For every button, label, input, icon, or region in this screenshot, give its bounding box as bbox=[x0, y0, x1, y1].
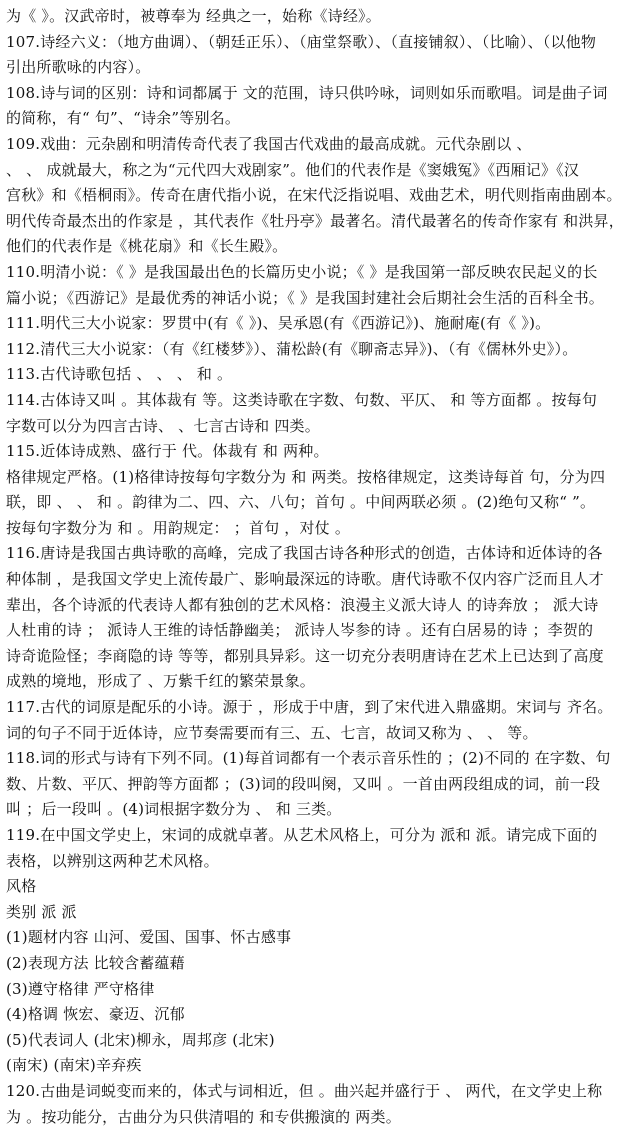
table-row-line: (3)遵守格律 严守格律 bbox=[6, 979, 155, 998]
table-header-line: 类别 派 派 bbox=[6, 902, 77, 921]
text-line: 110.明清小说：《 》是我国最出色的长篇历史小说；《 》是我国第一部反映农民起义的长 bbox=[6, 262, 598, 281]
text-line: 117.古代的词原是配乐的小诗。源于 ，形成于中唐，到了宋代进入鼎盛期。宋词与 齐名。 bbox=[6, 698, 613, 717]
text-line: 、 、 成就最大，称之为“元代四大戏剧家”。他们的代表作是《窦娥冤》《西厢记》《汉 bbox=[6, 160, 580, 179]
text-line: 诗奇诡险怪；李商隐的诗 等等，都别具异彩。这一切充分表明唐诗在艺术上已达到了高度 bbox=[6, 646, 604, 665]
text-line: 引出所歌咏的内容）。 bbox=[6, 58, 151, 77]
table-row-line: (1)题材内容 山河、爱国、国事、怀古感事 bbox=[6, 928, 292, 947]
text-line: 108.诗与词的区别：诗和词都属于 文的范围，诗只供吟咏，词则如乐而歌唱。词是曲子词 bbox=[6, 83, 608, 102]
text-line: 119.在中国文学史上，宋词的成就卓著。从艺术风格上，可分为 派和 派。请完成下面的 bbox=[6, 826, 598, 844]
text-line: 表格，以辨别这两种艺术风格。 bbox=[6, 851, 219, 870]
text-line: 为 。按功能分，古曲分为只供清唱的 和专供搬演的 两类。 bbox=[6, 1107, 401, 1126]
text-line: 按每句字数分为 和 。用韵规定： ；首句 ，对仗 。 bbox=[6, 518, 351, 537]
table-row-line: (5)代表词人 (北宋)柳永，周邦彦 (北宋) bbox=[6, 1030, 275, 1049]
text-line: 他们的代表作是《桃花扇》和《长生殿》。 bbox=[6, 237, 288, 256]
text-line: 辈出，各个诗派的代表诗人都有独创的艺术风格：浪漫主义派大诗人 的诗奔放 ； 派大诗 bbox=[6, 595, 599, 614]
text-line: 115.近体诗成熟、盛行于 代。体裁有 和 两种。 bbox=[6, 442, 329, 461]
text-line: 篇小说；《西游记》是最优秀的神话小说；《 》是我国封建社会后期社会生活的百科全书。 bbox=[6, 288, 604, 307]
text-line: 116.唐诗是我国古典诗歌的高峰，完成了我国古诗各种形式的创造，古体诗和近体诗的各 bbox=[6, 544, 603, 563]
text-line: 111.明代三大小说家：罗贯中(有《 》)、吴承恩(有《西游记》)、施耐庵(有《 》)。 bbox=[6, 314, 551, 333]
text-line: 成熟的境地，形成了 、万紫千红的繁荣景象。 bbox=[6, 672, 315, 691]
text-line: 种体制 ，是我国文学史上流传最广、影响最深远的诗歌。唐代诗歌不仅内容广泛而且人才 bbox=[6, 570, 604, 589]
text-line: 113.古代诗歌包括 、 、 、 和 。 bbox=[6, 365, 233, 384]
text-line: 107.诗经六义：（地方曲调）、（朝廷正乐）、（庙堂祭歌）、（直接铺叙）、（比喻）、（以他物 bbox=[6, 32, 597, 51]
text-line: 的简称，有“ 句”、“诗余”等别名。 bbox=[6, 109, 241, 128]
text-line: 112.清代三大小说家：（有《红楼梦》）、蒲松龄(有《聊斋志异》)、（有《儒林外史》）。 bbox=[6, 339, 578, 358]
text-line: 数、片数、平仄、押韵等方面都 ；(3)词的段叫阕，又叫 。一首由两段组成的词，前一段 bbox=[6, 774, 601, 793]
text-line: 词的句子不同于近体诗，应节奏需要而有三、五、七言，故词又称为 、 、 等。 bbox=[6, 723, 538, 742]
text-line: 为《 》。汉武帝时，被尊奉为 经典之一，始称《诗经》。 bbox=[6, 7, 381, 25]
text-line: 109.戏曲：元杂剧和明清传奇代表了我国古代戏曲的最高成就。元代杂剧以 、 bbox=[6, 134, 532, 153]
table-row-line: (南宋) (南宋)辛弃疾 bbox=[6, 1056, 142, 1075]
text-line: 120.古曲是词蜕变而来的，体式与词相近，但 。曲兴起并盛行于 、 两代，在文学史上称 bbox=[6, 1081, 603, 1100]
table-header-line: 风格 bbox=[6, 877, 37, 896]
table-row-line: (2)表现方法 比较含蓄蕴藉 bbox=[6, 953, 185, 972]
text-line: 叫 ；后一段叫 。(4)词根据字数分为 、 和 三类。 bbox=[6, 800, 342, 819]
text-line: 明代传奇最杰出的作家是 ，其代表作《牡丹亭》最著名。清代最著名的传奇作家有 和洪昇， bbox=[6, 211, 624, 230]
text-line: 联，即 、 、 和 。韵律为二、四、六、八句；首句 。中间两联必须 。(2)绝句又称“ ”。 bbox=[6, 493, 596, 512]
text-line: 114.古体诗又叫 。其体裁有 等。这类诗歌在字数、句数、平仄、 和 等方面都 。按每句 bbox=[6, 390, 598, 409]
text-line: 格律规定严格。(1)格律诗按每句字数分为 和 两类。按格律规定，这类诗每首 句，分为四 bbox=[6, 467, 606, 486]
table-row-line: (4)格调 恢宏、豪迈、沉郁 bbox=[6, 1005, 185, 1024]
text-line: 118.词的形式与诗有下列不同。(1)每首词都有一个表示音乐性的 ；(2)不同的 在字数、句 bbox=[6, 749, 611, 768]
text-line: 字数可以分为四言古诗、 、七言古诗和 四类。 bbox=[6, 416, 320, 435]
text-line: 宫秋》和《梧桐雨》。传奇在唐代指小说，在宋代泛指说唱、戏曲艺术，明代则指南曲剧本。 bbox=[6, 186, 622, 205]
text-line: 人杜甫的诗 ； 派诗人王维的诗恬静幽美； 派诗人岑参的诗 。还有白居易的诗 ；李贺的 bbox=[6, 621, 594, 640]
